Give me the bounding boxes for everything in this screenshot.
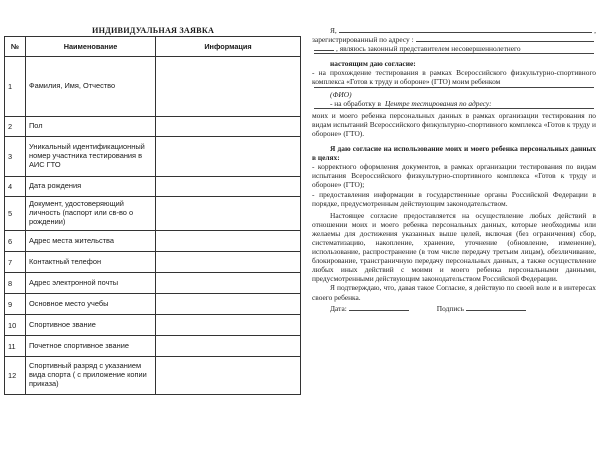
row-number: 3	[5, 137, 26, 177]
consent-use-heading: Я даю согласие на использование моих и моего ребенка персональных данных в целях:	[312, 144, 596, 163]
child-name-blank[interactable]	[314, 87, 594, 88]
row-info-cell[interactable]	[156, 57, 301, 117]
consent-i-label: Я,	[330, 26, 337, 35]
row-number: 6	[5, 231, 26, 252]
row-field-name: Фамилия, Имя, Отчество	[26, 57, 156, 117]
consent-form	[312, 26, 596, 313]
address-blank[interactable]	[416, 35, 594, 42]
row-field-name: Адрес места жительства	[26, 231, 156, 252]
table-row	[5, 273, 301, 294]
row-info-cell[interactable]	[156, 117, 301, 137]
processing-center: Центре тестирования по адресу:	[384, 98, 492, 108]
table-row	[5, 137, 301, 177]
row-info-cell[interactable]	[156, 177, 301, 197]
fio-label: (ФИО)	[330, 89, 352, 99]
table-row	[5, 336, 301, 357]
purpose-1: - корректного оформления документов, в рамках организации тестирования по видам испытания Всероссийского физкультурно-спортивного комплекса «Готов к труду и обороне» (ГТО);	[312, 162, 596, 190]
center-address-blank[interactable]	[314, 108, 594, 109]
row-info-cell[interactable]	[156, 357, 301, 395]
row-field-name: Спортивное звание	[26, 315, 156, 336]
representative-text: , являюсь законный представителем несовершеннолетнего	[336, 44, 521, 54]
table-row	[5, 57, 301, 117]
testing-paragraph: - на прохождение тестирования в рамках Всероссийского физкультурно-спортивного комплекса «Готов к труду и обороне» (ГТО) моим ребенком	[312, 68, 596, 87]
row-info-cell[interactable]	[156, 273, 301, 294]
consent-address-line	[312, 35, 596, 44]
row-info-cell[interactable]	[156, 137, 301, 177]
row-number: 2	[5, 117, 26, 137]
table-row	[5, 177, 301, 197]
row-field-name: Основное место учебы	[26, 294, 156, 315]
row-field-name: Спортивный разряд с указанием вида спорта ( с приложение копии приказа)	[26, 357, 156, 395]
address-blank-cont[interactable]	[314, 44, 334, 51]
header-number: №	[5, 37, 26, 57]
row-number: 10	[5, 315, 26, 336]
row-info-cell[interactable]	[156, 252, 301, 273]
row-number: 7	[5, 252, 26, 273]
row-number: 5	[5, 197, 26, 231]
registered-label: зарегистрированный по адресу :	[312, 35, 414, 45]
processing-paragraph: моих и моего ребенка персональных данных в рамках организации тестирования по видам испытаний Всероссийского физкультурно-спортивного комплекса «Готов к труду и обороне» (ГТО).	[312, 110, 596, 138]
row-info-cell[interactable]	[156, 336, 301, 357]
row-info-cell[interactable]	[156, 315, 301, 336]
consent-name-line	[312, 26, 596, 35]
row-info-cell[interactable]	[156, 231, 301, 252]
row-number: 8	[5, 273, 26, 294]
table-row	[5, 252, 301, 273]
row-number: 12	[5, 357, 26, 395]
signature-row	[312, 304, 596, 313]
application-table	[4, 36, 301, 395]
row-field-name: Документ, удостоверяющий личность (паспорт или св-во о рождении)	[26, 197, 156, 231]
processing-prefix: - на обработку в	[330, 98, 381, 108]
row-info-cell[interactable]	[156, 294, 301, 315]
actions-paragraph: Настоящее согласие предоставляется на осуществление любых действий в отношении моих и моего ребенка персональных данных, которые необходимы или желаемы для достижения указанных выше целей, включая (без ограничения) сбор, систематизацию, накопление, хранение, уточнение (обновление, изменение), использование, распространение (в том числе передачу третьим лицам), обезличивание, блокирование, трансграничную передачу персональных данных, а также осуществление любых иных действий с моими и моего ребенка персональными данными, предусмотренными действующим законодательством Российской Федерации.	[312, 210, 596, 284]
row-field-name: Уникальный идентификационный номер участника тестирования в АИС ГТО	[26, 137, 156, 177]
child-blank[interactable]	[314, 53, 594, 54]
consent-comma: ,	[594, 26, 596, 35]
application-title: ИНДИВИДУАЛЬНАЯ ЗАЯВКА	[92, 26, 215, 35]
signature-label: Подпись	[436, 303, 464, 313]
row-number: 1	[5, 57, 26, 117]
row-field-name: Почетное спортивное звание	[26, 336, 156, 357]
table-row	[5, 231, 301, 252]
consent-representative-line	[312, 44, 596, 53]
row-field-name: Контактный телефон	[26, 252, 156, 273]
row-field-name: Пол	[26, 117, 156, 137]
date-label: Дата:	[330, 303, 347, 313]
table-header-row	[5, 37, 301, 57]
header-info: Информация	[156, 37, 301, 57]
processing-line	[312, 99, 596, 108]
row-field-name: Дата рождения	[26, 177, 156, 197]
table-row	[5, 294, 301, 315]
table-row	[5, 117, 301, 137]
table-row	[5, 197, 301, 231]
row-number: 4	[5, 177, 26, 197]
signature-blank[interactable]	[466, 304, 526, 311]
row-info-cell[interactable]	[156, 197, 301, 231]
date-blank[interactable]	[349, 304, 409, 311]
row-field-name: Адрес электронной почты	[26, 273, 156, 294]
row-number: 9	[5, 294, 26, 315]
confirm-paragraph: Я подтверждаю, что, давая такое Согласие, я действую по своей воле и в интересах своего ребенка.	[312, 283, 596, 302]
purpose-2: - предоставления информации в государственные органы Российской Федерации в порядке, предусмотренным действующим законодательством.	[312, 189, 596, 208]
give-consent-heading: настоящим даю согласие:	[330, 59, 416, 69]
table-row	[5, 357, 301, 395]
table-row	[5, 315, 301, 336]
parent-name-blank[interactable]	[339, 26, 592, 33]
header-name: Наименование	[26, 37, 156, 57]
row-number: 11	[5, 336, 26, 357]
